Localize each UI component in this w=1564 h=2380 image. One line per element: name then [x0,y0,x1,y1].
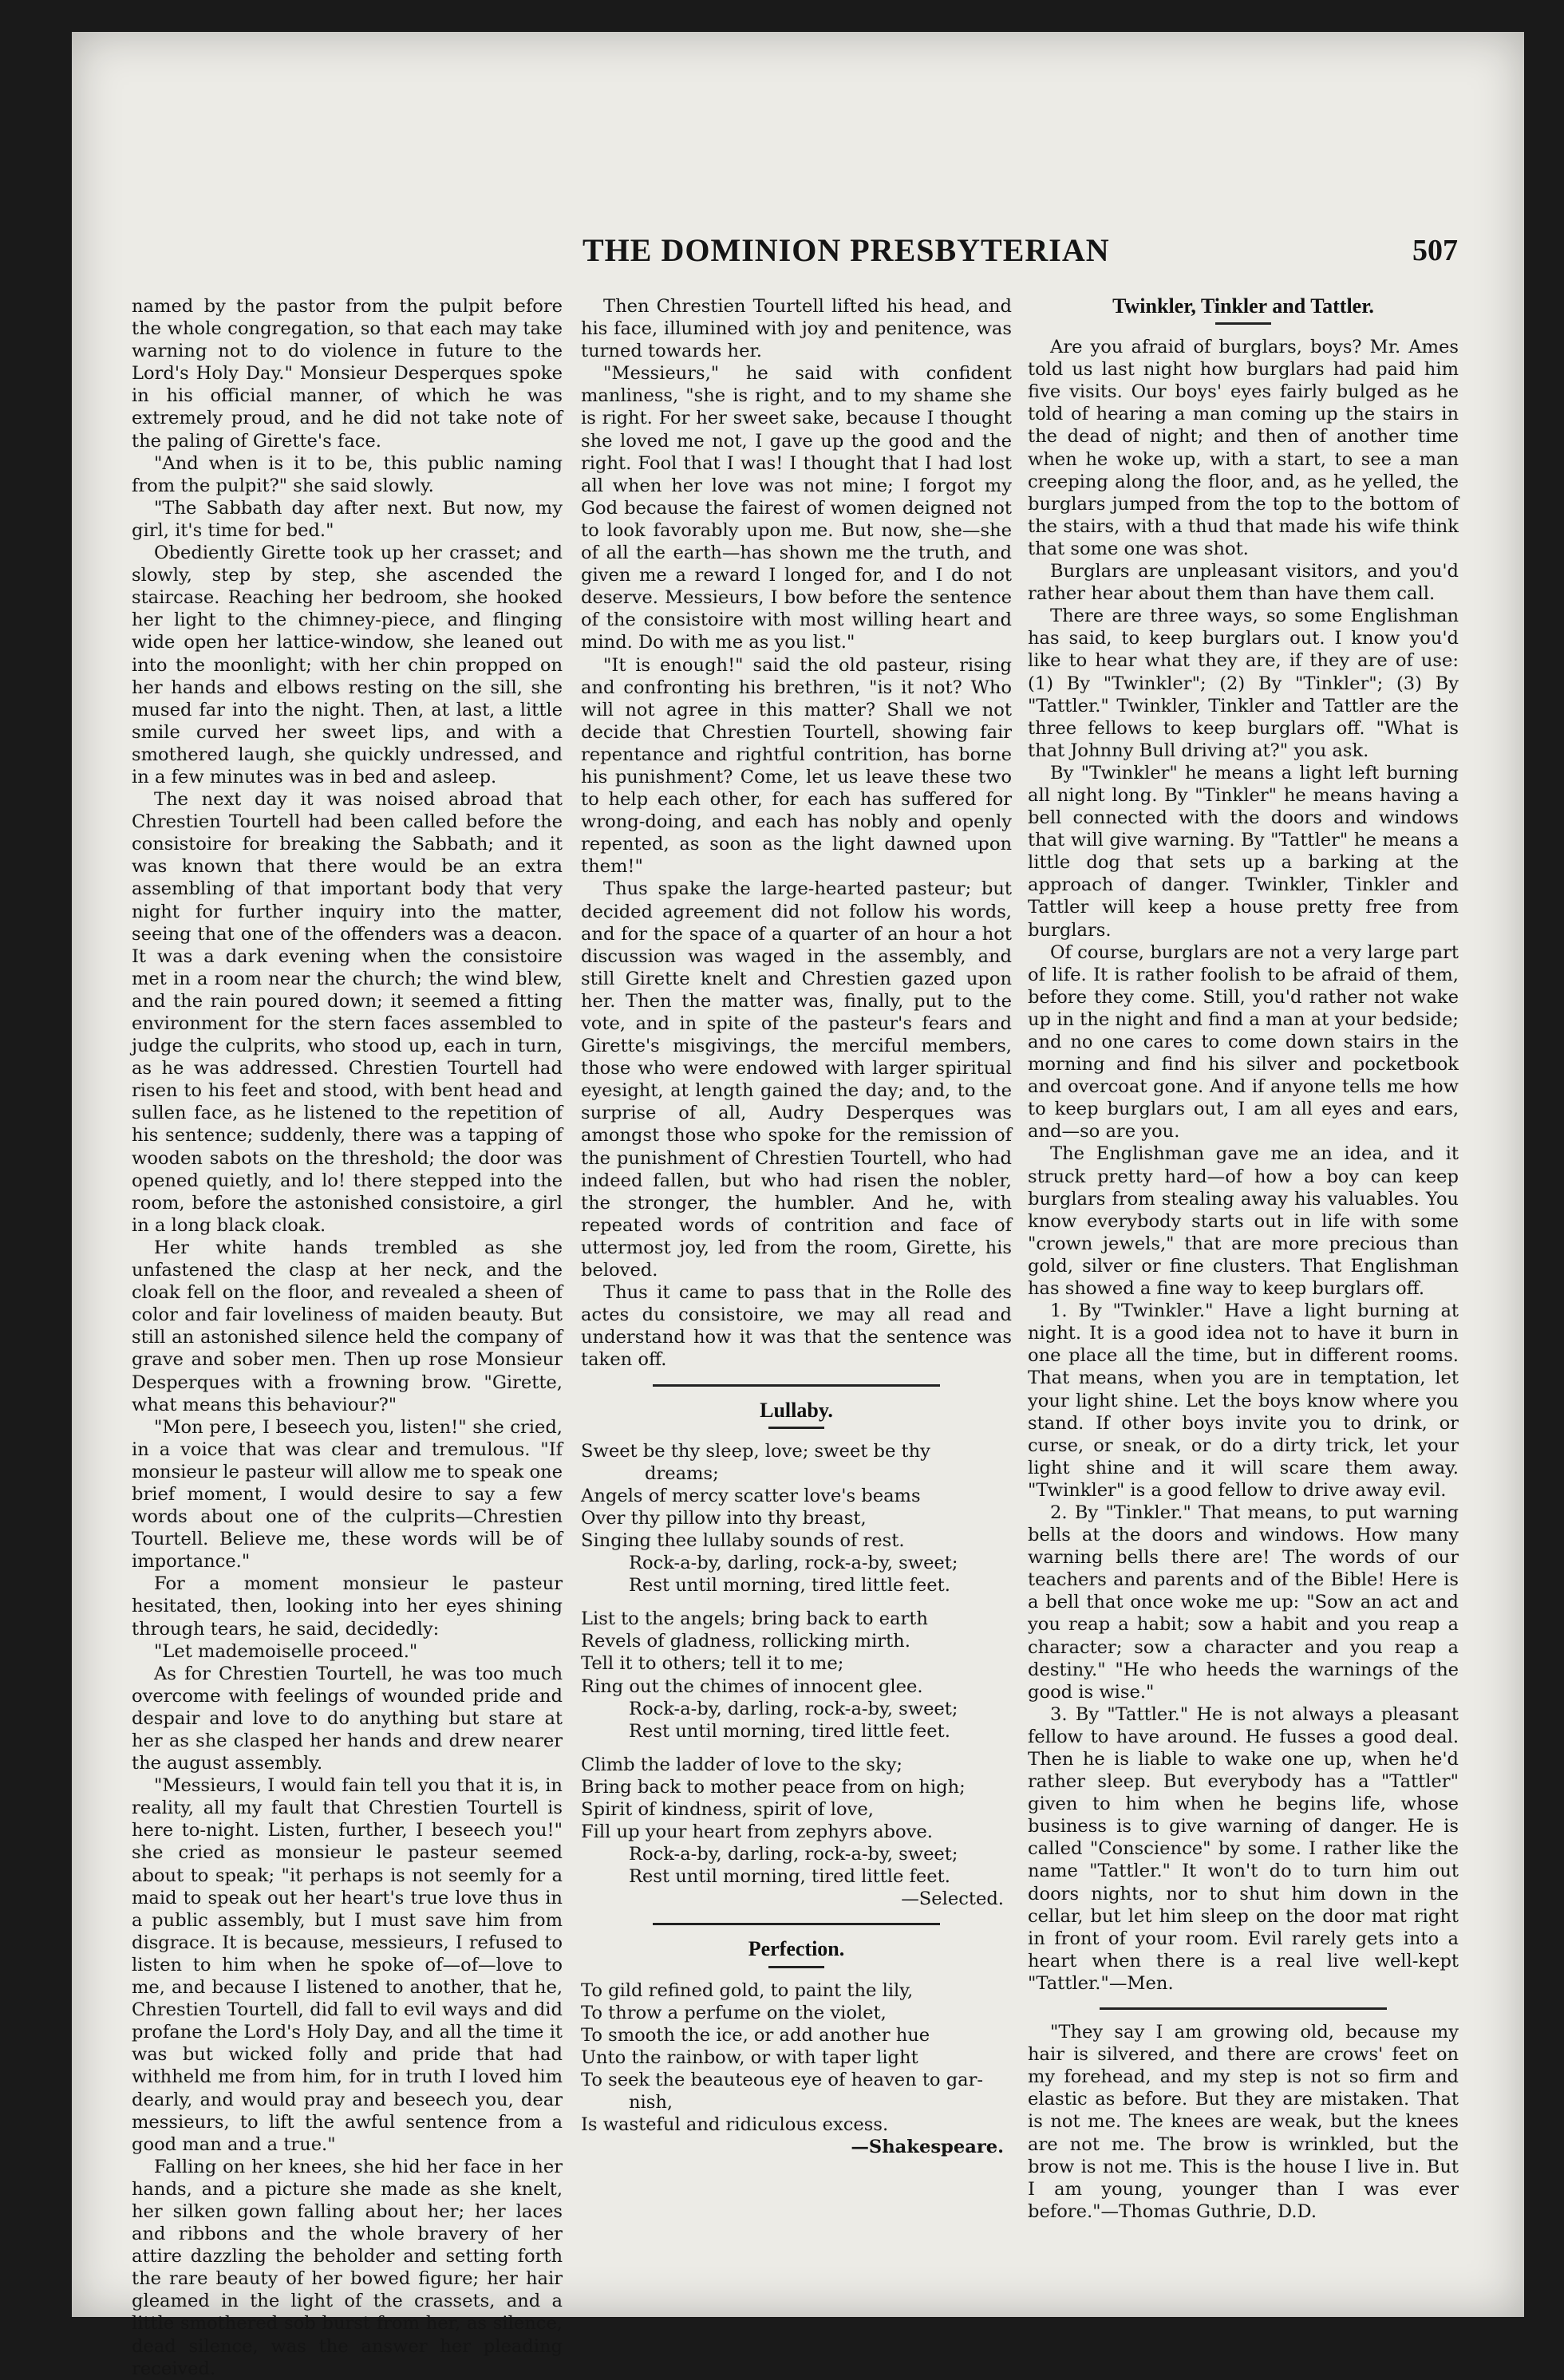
poem-line: dreams; [645,1462,719,1484]
lullaby-title: Lullaby. [760,1398,833,1422]
poem-line: Over thy pillow into thy breast, [581,1507,867,1529]
poem-line: To gild refined gold, to paint the lily, [581,1979,914,2001]
lullaby-poem [581,1440,1012,1911]
story-paragraph: Obediently Girette took up her crasset; and slowly, step by step, she ascended the staircase. Reaching her bedroom, she hooked her light to the chimney-piece, and flinging wide open her lattice-window, she leaned out into the moonlight; with her chin propped on her hands and elbows resting on the sill, she mused far into the night. Then, at last, a little smile curved her sweet lips, and with a smothered laugh, she quickly undressed, and in a few minutes was in bed and asleep. [132,543,563,787]
masthead: THE DOMINION PRESBYTERIAN [583,232,1110,268]
guthrie-quote: "They say I am growing old, because my hair is silvered, and there are crows' feet on my forehead, and my step is not so firm and elastic as before. But they are mistaken. That is not me. The knees are weak, but the knees are not me. The brow is wrinkled, but the brow is not me. This is the house I live in. But I am young, younger than I was ever before."—Thomas Guthrie, D.D. [1028,2022,1459,2222]
title-rule [768,1966,824,1968]
story-paragraph: "It is enough!" said the old pasteur, rising and confronting his brethren, "is it not? Who will not agree in this matter? Shall we not decide that Chrestien Tourtell, showing fair repentance and rightful contrition, has borne his punishment? Come, let us leave these two to help each other, for each has suffered for wrong-doing, and each has nobly and openly repented, as soon as the light dawned upon them!" [581,654,1012,878]
twinkler-paragraph: The Englishman gave me an idea, and it struck pretty hard—of how a boy can keep burglars from stealing away his valuables. You know everybody starts out in life with some "crown jewels," that are more precious than gold, silver or fine clusters. That Englishman has showed a fine way to keep burglars off. [1028,1143,1459,1300]
poem-line: Rest until morning, tired little feet. [629,1720,950,1742]
poem-line: Fill up your heart from zephyrs above. [581,1822,933,1843]
twinkler-paragraph: 3. By "Tattler." He is not always a pleasant fellow to have around. He fusses a good deal. Then he is liable to wake one up, when he'd rather sleep. But everybody has a "Tattler" given to him when he begins life, whose business is to give warning of danger. He is called "Conscience" by some. I rather like the name "Tattler." It won't do to turn him out doors nights, nor to shut him down in the cellar, but let him sleep on the door mat right in front of your room. Evil rarely gets into a heart when there is a real live well-kept "Tattler."—Men. [1028,1703,1459,1994]
column-2 [581,295,1012,2158]
story-paragraph: "Mon pere, I beseech you, listen!" she cried, in a voice that was clear and tremulous. "If monsieur le pasteur will allow me to speak one brief moment, I would desire to say a few words about one of the culprits—Chrestien Tourtell. Believe me, these words will be of importance." [132,1416,563,1573]
twinkler-paragraph: Of course, burglars are not a very large part of life. It is rather foolish to be afraid of them, before they come. Still, you'd rather not wake up in the night and find a man at your bedside; and no one cares to come down stairs in the morning and find his silver and pocketbook and overcoat gone. And if anyone tells me how to keep burglars out, I am all eyes and ears, and—so are you. [1028,941,1459,1143]
twinkler-paragraph: Are you afraid of burglars, boys? Mr. Ames told us last night how burglars had paid him five visits. Our boys' eyes fairly bulged as he told of hearing a man coming up the stairs in the dead of night; and then of another time when he woke up, with a start, to see a man creeping along the floor, and, as he yelled, the burglars jumped from the top to the bottom of the stairs, with a thud that made his wife think that some one was shot. [1028,337,1459,559]
perfection-poem [581,1979,1012,2159]
page-number: 507 [1412,234,1458,267]
poem-line: Sweet be thy sleep, love; sweet be thy [581,1440,930,1462]
poem-line: To seek the beauteous eye of heaven to gar- [581,2069,984,2090]
story-paragraph: "Let mademoiselle proceed." [154,1640,418,1662]
story-paragraph: The next day it was noised abroad that Chrestien Tourtell had been called before the consistoire for breaking the Sabbath; and it was known that there would be an extra assembling of that important body that very night for further inquiry into the matter, seeing that one of the offenders was a deacon. It was a dark evening when the consistoire met in a room near the church; the wind blew, and the rain poured down; it seemed a fitting environment for the stern faces assembled to judge the culprits, who stood up, each in turn, as he was addressed. Chrestien Tourtell had risen to his feet and stood, with bent head and sullen face, as he listened to the repetition of his sentence; suddenly, there was a tapping of wooden sabots on the threshold; the door was opened quietly, and lo! there stepped into the room, before the astonished consistoire, a girl in a long black cloak. [132,789,563,1236]
story-paragraph: Thus it came to pass that in the Rolle des actes du consistoire, we may all read and understand how it was that the sentence was taken off. [581,1282,1012,1371]
twinkler-paragraph: There are three ways, so some Englishman has said, to keep burglars out. I know you'd like to hear what they are, if they are of use: (1) By "Twinkler"; (2) By "Tinkler"; (3) By "Tattler." Twinkler, Tinkler and Tattler are the three fellows to keep burglars off. "What is that Johnny Bull driving at?" you ask. [1028,606,1459,761]
twinkler-paragraph: Burglars are unpleasant visitors, and you'd rather hear about them than have them call. [1028,561,1459,605]
poem-line: Unto the rainbow, or with taper light [581,2046,918,2068]
title-rule [1215,322,1271,325]
poem-line: Rock-a-by, darling, rock-a-by, sweet; [629,1553,958,1574]
poem-line: Bring back to mother peace from on high; [581,1776,966,1798]
poem-line: Angels of mercy scatter love's beams [581,1485,921,1506]
twinkler-paragraph: 1. By "Twinkler." Have a light burning at night. It is a good idea not to have it burn in one place all the time, but in different rooms. That means, when you are in temptation, let your light shine. Let the boys know where you stand. If other boys invite you to drink, or curse, or sneak, or do a dirty trick, let your light shine and it will scare them away. "Twinkler" is a good fellow to drive away evil. [1028,1301,1459,1501]
page-header [72,215,1524,271]
twinkler-paragraph: 2. By "Tinkler." That means, to put warning bells at the doors and windows. How many warning bells there are! The words of our teachers and parents and of the Bible! Here is a bell that once woke me up: "Sow an act and you reap a habit; sow a habit and you reap a character; sow a character and you reap a destiny." "He who heeds the warnings of the good is wise." [1028,1502,1459,1703]
poem-line: Revels of gladness, rollicking mirth. [581,1631,910,1652]
story-paragraph: "Messieurs, I would fain tell you that it is, in reality, all my fault that Chrestien Tourtell is here to-night. Listen, further, I beseech you!" she cried as monsieur le pasteur seemed about to speak; "it perhaps is not seemly for a maid to speak out her heart's true love thus in a public assembly, but I must save him from disgrace. It is because, messieurs, I refused to listen to him when he spoke of—of—love to me, and because I listened to another, that he, Chrestien Tourtell, did fall to evil ways and did profane the Lord's Holy Day, and all the time it was but wicked folly and pride that had withheld me from him, for in truth I loved him dearly, and would pray and beseech you, dear messieurs, to lift the awful sentence from a good man and a true." [132,1775,563,2155]
story-paragraph: Thus spake the large-hearted pasteur; but decided agreement did not follow his words, and for the space of a quarter of an hour a hot discussion was waged in the assembly, and still Girette knelt and Chrestien gazed upon her. Then the matter was, finally, put to the vote, and in spite of the pasteur's fears and Girette's misgivings, the merciful members, those who were endowed with larger spiritual eyesight, at length gained the day; and, to the surprise of all, Audry Desperques was amongst those who spoke for the remission of the punishment of Chrestien Tourtell, who had indeed fallen, but who had risen the nobler, the stronger, the humbler. And he, with repeated words of contrition and face of uttermost joy, led from the room, Girette, his beloved. [581,878,1012,1281]
perfection-attribution: —Shakespeare. [851,2137,1004,2158]
story-paragraph: As for Chrestien Tourtell, he was too much overcome with feelings of wounded pride and despair and love to do anything but stare at her as she clasped her hands and drew nearer the august assembly. [132,1663,563,1774]
poem-line: nish, [629,2092,673,2114]
twinkler-paragraph: By "Twinkler" he means a light left burning all night long. By "Tinkler" he means having a bell connected with the doors and windows that will give warning. By "Tattler" he means a little dog that sets up a barking at the approach of danger. Twinkler, Tinkler and Tattler will keep a house pretty free from burglars. [1028,762,1459,941]
poem-line: Is wasteful and ridiculous excess. [581,2114,889,2136]
section-divider [653,1923,940,1925]
column-3 [1028,295,1459,2223]
poem-line: Tell it to others; tell it to me; [581,1653,844,1675]
title-rule [768,1427,824,1429]
column-1 [132,295,563,2380]
poem-line: Rest until morning, tired little feet. [629,1866,950,1888]
section-divider [653,1384,940,1387]
poem-line: To throw a perfume on the violet, [581,2002,887,2023]
poem-line: Singing thee lullaby sounds of rest. [581,1529,905,1551]
perfection-title: Perfection. [748,1937,845,1961]
poem-line: Rest until morning, tired little feet. [629,1575,950,1597]
story-paragraph: Her white hands trembled as she unfastened the clasp at her neck, and the cloak fell on the floor, and revealed a sheen of color and fair loveliness of maiden beauty. But still an astonished silence held the company of grave and sober men. Then up rose Monsieur Desperques with a frowning brow. "Girette, what means this behaviour?" [132,1237,563,1415]
poem-line: Rock-a-by, darling, rock-a-by, sweet; [629,1844,958,1865]
poem-line: Rock-a-by, darling, rock-a-by, sweet; [629,1698,958,1719]
story-paragraph: "Messieurs," he said with confident manliness, "she is right, and to my shame she is right. For her sweet sake, because I thought she loved me not, I gave up the good and the right. Fool that I was! I thought that I had lost all when her love was not mine; I forgot my God because the fairest of women deigned not to look favorably upon me. But now, she—she of all the earth—has shown me the truth, and given me a reward I longed for, and I do not deserve. Messieurs, I bow before the sentence of the consistoire with most willing heart and mind. Do with me as you list." [581,363,1012,653]
poem-line: Spirit of kindness, spirit of love, [581,1799,874,1820]
poem-line: Ring out the chimes of innocent glee. [581,1675,923,1697]
section-divider [1100,2007,1387,2010]
story-paragraph: "And when is it to be, this public naming from the pulpit?" she said slowly. [132,452,563,496]
story-paragraph: Falling on her knees, she hid her face in her hands, and a picture she made as she knelt, her silken gown falling about her; her laces and ribbons and the whole bravery of her attire dazzling the beholder and setting forth the rare beauty of her bowed figure; her hair gleamed in the light of the crassets, and a little smothered sob burst from her, as silence, dead silence, was the answer her pleading received. [132,2156,563,2379]
lullaby-attribution: —Selected. [901,1889,1004,1910]
story-paragraph: named by the pastor from the pulpit before the whole congregation, so that each may take warning not to do violence in future to the Lord's Holy Day." Monsieur Desperques spoke in his official manner, of which he was extremely proud, and he did not take note of the paling of Girette's face. [132,296,563,452]
poem-line: To smooth the ice, or add another hue [581,2024,930,2046]
poem-line: List to the angels; bring back to earth [581,1608,928,1630]
poem-line: Climb the ladder of love to the sky; [581,1754,902,1775]
story-paragraph: For a moment monsieur le pasteur hesitated, then, looking into her eyes shining through tears, he said, decidedly: [132,1573,563,1640]
story-paragraph: "The Sabbath day after next. But now, my girl, it's time for bed." [132,497,563,541]
newspaper-page [72,32,1524,2379]
twinkler-title: Twinkler, Tinkler and Tattler. [1112,294,1374,318]
story-paragraph: Then Chrestien Tourtell lifted his head, and his face, illumined with joy and penitence, was turned towards her. [581,296,1012,362]
